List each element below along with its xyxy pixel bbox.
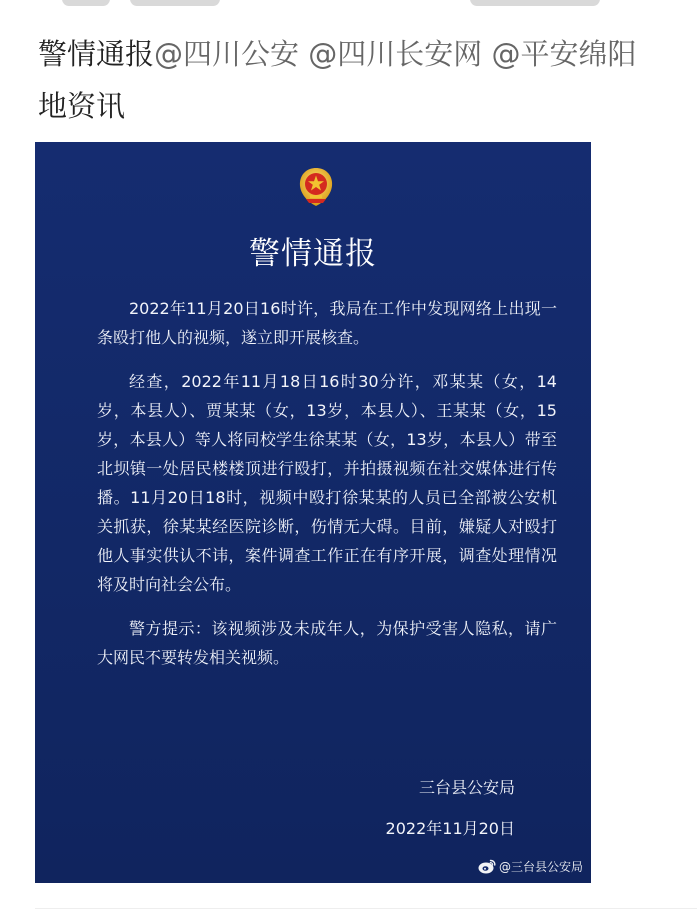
- notice-paragraph-1: 2022年11月20日16时许，我局在工作中发现网络上出现一条殴打他人的视频，遂立即开展核查。: [97, 299, 557, 347]
- post-line-2: 地资讯: [38, 89, 126, 123]
- police-emblem-icon: [295, 166, 337, 208]
- notice-signature-org: 三台县公安局: [418, 778, 515, 797]
- notice-paragraph-3: 警方提示：该视频涉及未成年人，为保护受害人隐私，请广大网民不要转发相关视频。: [97, 619, 557, 667]
- notice-body: [97, 294, 557, 687]
- divider: [35, 908, 697, 909]
- post-title: 警情通报: [38, 37, 155, 71]
- weibo-logo-icon: [478, 859, 496, 874]
- notice-signature-date: 2022年11月20日: [385, 819, 515, 838]
- mention-sichuan-changan[interactable]: @四川长安网: [308, 37, 483, 71]
- weibo-watermark: [478, 858, 583, 875]
- mention-sichuan-police[interactable]: @四川公安: [154, 37, 300, 71]
- police-notice-image[interactable]: [35, 142, 591, 883]
- post-text: [38, 28, 697, 132]
- post-line-1: [38, 28, 697, 80]
- watermark-text: @三台县公安局: [498, 860, 583, 874]
- notice-paragraph-2: 经查，2022年11月18日16时30分许，邓某某（女，14岁，本县人）、贾某某（女，13岁，本县人）、王某某（女，15岁，本县人）等人将同校学生徐某某（女，13岁，本县人）带至北坝镇一处居民楼楼顶进行殴打，并拍摄视频在社交媒体进行传播。11月20日18时，视频中殴打徐某某的人员已全部被公安机关抓获，徐某某经医院诊断，伤情无大碍。目前，嫌疑人对殴打他人事实供认不讳，案件调查工作正在有序开展，调查处理情况将及时向社会公布。: [97, 372, 557, 594]
- mention-pingan-mianyang[interactable]: @平安绵阳: [491, 37, 637, 71]
- notice-title: 警情通报: [249, 236, 377, 272]
- cropped-previous-line: [0, 0, 697, 10]
